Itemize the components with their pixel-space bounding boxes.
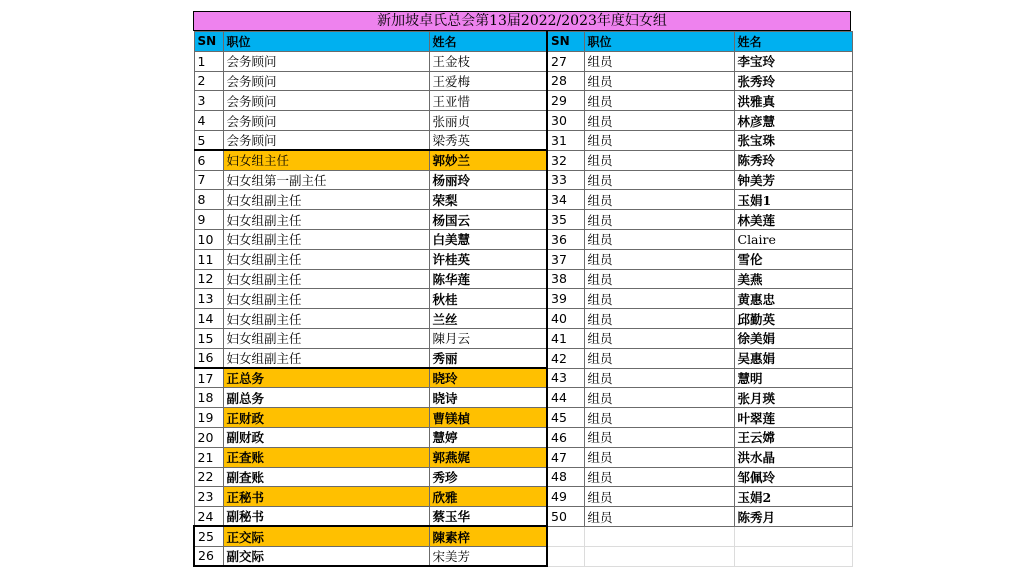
cell-position-right[interactable]: 组员 [584,348,734,368]
cell-position[interactable]: 妇女组副主任 [223,309,429,329]
cell-name-right[interactable]: 王云嫦 [734,427,852,447]
cell-position[interactable]: 正秘书 [223,487,429,507]
cell-name[interactable]: 晓玲 [429,368,547,388]
cell-position[interactable]: 会务顾问 [223,71,429,91]
cell-name[interactable]: 许桂英 [429,249,547,269]
cell-sn-right[interactable]: 39 [547,289,584,309]
table-row [194,289,852,309]
table-row [194,130,852,150]
cell-sn[interactable]: 1 [194,51,223,71]
table-row [194,408,852,428]
cell-sn[interactable]: 20 [194,427,223,447]
empty-cell[interactable] [734,546,852,566]
cell-position-right[interactable]: 组员 [584,408,734,428]
cell-sn-right[interactable]: 33 [547,170,584,190]
table-row [194,71,852,91]
cell-sn[interactable]: 13 [194,289,223,309]
table-row [194,150,852,170]
cell-position-right[interactable]: 组员 [584,309,734,329]
cell-name-right[interactable]: 美燕 [734,269,852,289]
cell-position-right[interactable]: 组员 [584,467,734,487]
cell-position-right[interactable]: 组员 [584,368,734,388]
cell-name[interactable]: 慧婷 [429,427,547,447]
cell-name-right[interactable]: 陈秀月 [734,507,852,527]
table-row [194,229,852,249]
cell-sn[interactable]: 23 [194,487,223,507]
cell-sn-right[interactable]: 36 [547,229,584,249]
cell-name-right[interactable]: 陈秀玲 [734,150,852,170]
cell-sn-right[interactable]: 27 [547,51,584,71]
cell-sn[interactable]: 24 [194,507,223,527]
table-row [194,328,852,348]
cell-position[interactable]: 会务顾问 [223,91,429,111]
cell-name[interactable]: 兰丝 [429,309,547,329]
roster-table [193,31,853,567]
table-row [194,111,852,131]
cell-name-right[interactable]: 玉娟1 [734,190,852,210]
table-row [194,269,852,289]
header-name-right[interactable]: 姓名 [734,32,852,52]
cell-position[interactable]: 副秘书 [223,507,429,527]
cell-position[interactable]: 妇女组副主任 [223,289,429,309]
cell-sn-right[interactable]: 43 [547,368,584,388]
cell-name[interactable]: 陈华莲 [429,269,547,289]
table-row [194,507,852,527]
cell-name[interactable]: 王爱梅 [429,71,547,91]
cell-position[interactable]: 副查账 [223,467,429,487]
cell-position-right[interactable]: 组员 [584,289,734,309]
cell-name[interactable]: 白美慧 [429,229,547,249]
cell-name[interactable]: 张丽贞 [429,111,547,131]
cell-name[interactable]: 秀丽 [429,348,547,368]
cell-position[interactable]: 妇女组副主任 [223,249,429,269]
table-row [194,170,852,190]
cell-sn-right[interactable]: 49 [547,487,584,507]
cell-name[interactable]: 曹镁楨 [429,408,547,428]
cell-name[interactable]: 欣雅 [429,487,547,507]
cell-name[interactable]: 秋桂 [429,289,547,309]
cell-name[interactable]: 秀珍 [429,467,547,487]
cell-name[interactable]: 宋美芳 [429,546,547,566]
cell-position[interactable]: 妇女组副主任 [223,328,429,348]
cell-name-right[interactable]: 慧明 [734,368,852,388]
cell-name[interactable]: 郭燕娓 [429,447,547,467]
cell-sn[interactable]: 6 [194,150,223,170]
cell-position-right[interactable]: 组员 [584,507,734,527]
cell-position[interactable]: 妇女组第一副主任 [223,170,429,190]
table-row [194,487,852,507]
cell-name-right[interactable]: 钟美芳 [734,170,852,190]
cell-position[interactable]: 妇女组主任 [223,150,429,170]
cell-sn[interactable]: 2 [194,71,223,91]
empty-cell[interactable] [734,526,852,546]
cell-name-right[interactable]: 邹佩玲 [734,467,852,487]
cell-sn-right[interactable]: 46 [547,427,584,447]
cell-sn[interactable]: 5 [194,130,223,150]
table-row [194,91,852,111]
cell-sn[interactable]: 9 [194,210,223,230]
cell-position-right[interactable]: 组员 [584,130,734,150]
cell-sn[interactable]: 19 [194,408,223,428]
cell-sn[interactable]: 16 [194,348,223,368]
cell-name[interactable]: 梁秀英 [429,130,547,150]
table-row [194,526,852,546]
cell-name-right[interactable]: 张月瑛 [734,388,852,408]
cell-sn[interactable]: 21 [194,447,223,467]
cell-sn[interactable]: 26 [194,546,223,566]
cell-name[interactable]: 王金枝 [429,51,547,71]
cell-position-right[interactable]: 组员 [584,71,734,91]
cell-sn[interactable]: 15 [194,328,223,348]
cell-name[interactable]: 蔡玉华 [429,507,547,527]
cell-position[interactable]: 副总务 [223,388,429,408]
cell-sn[interactable]: 12 [194,269,223,289]
cell-sn[interactable]: 4 [194,111,223,131]
cell-name-right[interactable]: 张宝珠 [734,130,852,150]
cell-sn-right[interactable]: 45 [547,408,584,428]
cell-name-right[interactable]: 林美莲 [734,210,852,230]
cell-name[interactable]: 晓诗 [429,388,547,408]
sheet-title[interactable]: 新加坡卓氏总会第13届2022/2023年度妇女组 [193,11,851,31]
cell-position[interactable]: 会务顾问 [223,51,429,71]
cell-position-right[interactable]: 组员 [584,447,734,467]
cell-name-right[interactable]: 叶翠莲 [734,408,852,428]
cell-sn-right[interactable]: 31 [547,130,584,150]
cell-sn[interactable]: 3 [194,91,223,111]
cell-name-right[interactable]: 黄惠忠 [734,289,852,309]
table-row [194,51,852,71]
table-row [194,388,852,408]
cell-position-right[interactable]: 组员 [584,328,734,348]
cell-position[interactable]: 会务顾问 [223,111,429,131]
cell-sn-right[interactable]: 50 [547,507,584,527]
header-name[interactable]: 姓名 [429,32,547,52]
cell-name-right[interactable]: 玉娟2 [734,487,852,507]
cell-position[interactable]: 妇女组副主任 [223,348,429,368]
cell-sn[interactable]: 10 [194,229,223,249]
cell-name[interactable]: 荣梨 [429,190,547,210]
header-row [194,32,852,52]
cell-sn[interactable]: 22 [194,467,223,487]
cell-sn-right[interactable]: 42 [547,348,584,368]
cell-sn-right[interactable]: 34 [547,190,584,210]
cell-sn-right[interactable]: 30 [547,111,584,131]
header-sn-right[interactable]: SN [547,32,584,52]
cell-name-right[interactable]: 雪伦 [734,249,852,269]
cell-sn-right[interactable]: 28 [547,71,584,91]
cell-name[interactable]: 陳素梓 [429,526,547,546]
cell-name-right[interactable]: Claire [734,229,852,249]
empty-cell[interactable] [584,526,734,546]
table-row [194,546,852,566]
cell-position[interactable]: 正财政 [223,408,429,428]
cell-sn[interactable]: 25 [194,526,223,546]
table-row [194,190,852,210]
cell-name-right[interactable]: 邱勤英 [734,309,852,329]
header-position-right[interactable]: 职位 [584,32,734,52]
cell-position-right[interactable]: 组员 [584,170,734,190]
cell-position[interactable]: 副财政 [223,427,429,447]
cell-position-right[interactable]: 组员 [584,111,734,131]
cell-position-right[interactable]: 组员 [584,150,734,170]
table-row [194,368,852,388]
cell-sn-right[interactable]: 44 [547,388,584,408]
cell-position[interactable]: 正查账 [223,447,429,467]
cell-name[interactable]: 郭妙兰 [429,150,547,170]
cell-name-right[interactable]: 林彦慧 [734,111,852,131]
cell-sn[interactable]: 14 [194,309,223,329]
table-row [194,467,852,487]
cell-position-right[interactable]: 组员 [584,229,734,249]
cell-sn-right[interactable]: 41 [547,328,584,348]
cell-sn[interactable]: 7 [194,170,223,190]
cell-position-right[interactable]: 组员 [584,51,734,71]
table-row [194,210,852,230]
table-row [194,447,852,467]
table-row [194,309,852,329]
cell-sn[interactable]: 18 [194,388,223,408]
table-row [194,427,852,447]
cell-name[interactable]: 杨丽玲 [429,170,547,190]
cell-position-right[interactable]: 组员 [584,269,734,289]
empty-cell[interactable] [547,546,584,566]
cell-sn[interactable]: 8 [194,190,223,210]
cell-name-right[interactable]: 李宝玲 [734,51,852,71]
roster-sheet [193,11,851,567]
cell-position-right[interactable]: 组员 [584,190,734,210]
cell-name-right[interactable]: 吴惠娟 [734,348,852,368]
cell-sn-right[interactable]: 48 [547,467,584,487]
cell-position[interactable]: 妇女组副主任 [223,269,429,289]
cell-position[interactable]: 正交际 [223,526,429,546]
cell-position-right[interactable]: 组员 [584,388,734,408]
empty-cell[interactable] [584,546,734,566]
cell-sn[interactable]: 17 [194,368,223,388]
cell-name-right[interactable]: 张秀玲 [734,71,852,91]
cell-position-right[interactable]: 组员 [584,427,734,447]
cell-name[interactable]: 杨国云 [429,210,547,230]
cell-position[interactable]: 妇女组副主任 [223,229,429,249]
cell-sn-right[interactable]: 40 [547,309,584,329]
cell-position[interactable]: 副交际 [223,546,429,566]
cell-position-right[interactable]: 组员 [584,487,734,507]
cell-position-right[interactable]: 组员 [584,249,734,269]
cell-sn[interactable]: 11 [194,249,223,269]
cell-sn-right[interactable]: 29 [547,91,584,111]
cell-sn-right[interactable]: 37 [547,249,584,269]
table-row [194,249,852,269]
header-sn[interactable]: SN [194,32,223,52]
header-position[interactable]: 职位 [223,32,429,52]
cell-name[interactable]: 陳月云 [429,328,547,348]
cell-name[interactable]: 王亚惜 [429,91,547,111]
cell-sn-right[interactable]: 47 [547,447,584,467]
empty-cell[interactable] [547,526,584,546]
cell-name-right[interactable]: 洪雅真 [734,91,852,111]
cell-position[interactable]: 正总务 [223,368,429,388]
cell-position[interactable]: 妇女组副主任 [223,210,429,230]
cell-sn-right[interactable]: 38 [547,269,584,289]
cell-name-right[interactable]: 洪水晶 [734,447,852,467]
cell-sn-right[interactable]: 35 [547,210,584,230]
table-row [194,348,852,368]
cell-position[interactable]: 妇女组副主任 [223,190,429,210]
cell-position[interactable]: 会务顾问 [223,130,429,150]
cell-name-right[interactable]: 徐美娟 [734,328,852,348]
cell-sn-right[interactable]: 32 [547,150,584,170]
cell-position-right[interactable]: 组员 [584,210,734,230]
cell-position-right[interactable]: 组员 [584,91,734,111]
